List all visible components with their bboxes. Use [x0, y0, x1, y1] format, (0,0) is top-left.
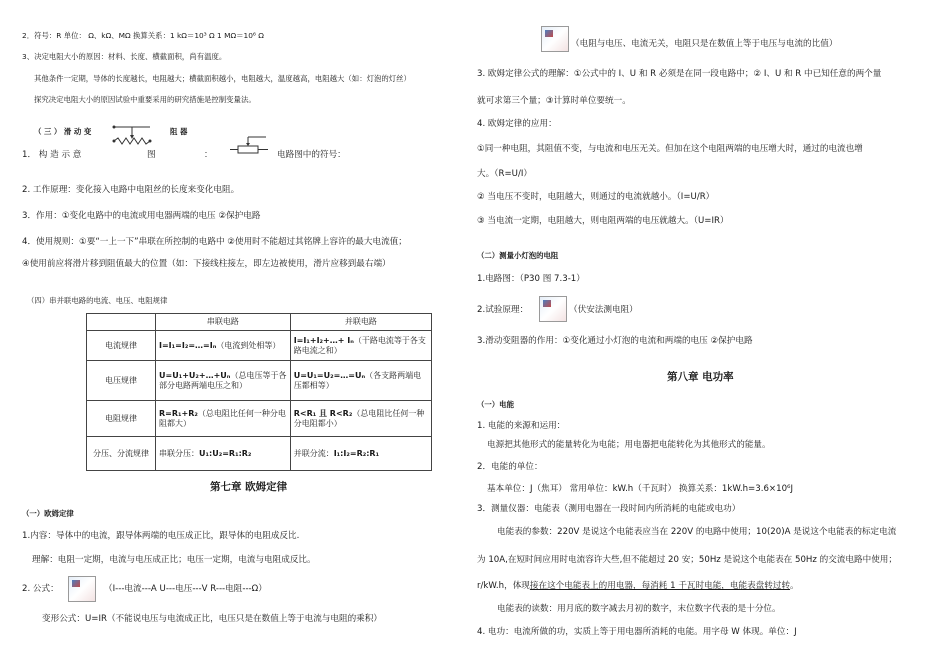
parallel-cell: 并联分流：I₁:I₂=R₂:R₁ [290, 437, 431, 471]
series-parallel-section-title: （四）串并联电路的电流、电压、电阻规律 [27, 296, 168, 305]
rheostat-role-in-experiment: 3.滑动变阻器的作用：①变化通过小灯泡的电流和两端的电压 ②保护电路 [477, 336, 753, 346]
series-cell: R=R₁+R₂（总电阻比任何一种分电阻都大） [156, 401, 291, 437]
rheostat-figure-label: 图 [147, 150, 156, 160]
table-header-row [87, 314, 432, 331]
measure-principle-method: （伏安法测电阻） [569, 305, 638, 315]
series-cell: U=U₁+U₂+…+Uₙ（总电压等于各部分电路两端电压之和） [156, 361, 291, 401]
resistance-factors: 3、决定电阻大小的原因：材料、长度、横截面积，尚有温度。 [22, 52, 227, 61]
rheostat-usage-rule-2: ④使用前应将滑片移到阻值最大的位置（如：下接线柱接左，即左边被使用，滑片应移到最右端） [22, 259, 391, 269]
electric-work-definition: 4. 电功：电流所做的功，实质上等于用电器所消耗的电能。用字母 W 体现。单位：J [477, 627, 797, 637]
rheostat-structure-label: 1． 构 造 示 意 [22, 150, 82, 160]
ohms-law-understanding-2-cont: 就可求第三个量；③计算时单位要统一。 [477, 96, 631, 106]
energy-source-use-title: 1. 电能的来源和运用： [477, 421, 566, 431]
table-row [87, 331, 432, 361]
rheostat-section-title-b: 阻 器 [170, 127, 188, 136]
resistance-factors-detail: 其他条件一定期，导体的长度越长，电阻越大；横截面积越小，电阻越大，温度越高，电阻越大（如：灯泡的灯丝） [34, 74, 411, 83]
ohms-law-understanding: 理解：电阻一定期，电流与电压成正比；电压一定期，电流与电阻成反比。 [32, 555, 316, 565]
rheostat-function: 3．作用：①变化电路中的电流或用电器两端的电压 ②保护电路 [22, 211, 261, 221]
rheostat-principle: 2. 工作原理：变化接入电路中电阻丝的长度来变化电阻。 [22, 185, 240, 195]
measure-principle-label: 2.试验原理： [477, 305, 529, 315]
series-cell: 串联分压：U₁:U₂=R₁:R₂ [156, 437, 291, 471]
ohms-law-understanding-2: 3. 欧姆定律公式的理解：①公式中的 I、U 和 R 必须是在同一段电路中；② I、U 和 R 中已知任意的两个量 [477, 69, 882, 79]
ohms-law-content: 1.内容：导体中的电流，跟导体两端的电压成正比，跟导体的电阻成反比. [22, 531, 300, 541]
chapter-7-title: 第七章 欧姆定律 [210, 481, 288, 493]
measure-principle-image [539, 296, 567, 322]
row-label: 分压、分流规律 [87, 437, 156, 471]
energy-units-title: 2．电能的单位： [477, 462, 543, 472]
application-1: ①同一种电阻，其阻值不变，与电流和电压无关。但加在这个电阻两端的电压增大时，通过的电流也增 [477, 144, 863, 154]
energy-meter-params-cont: 为 10A,在短时间应用时电流容许大些,但不能超过 20 安；50Hz 是说这个电能表在 50Hz 的交流电路中使用； [477, 555, 897, 565]
table-row [87, 361, 432, 401]
rheostat-section-title-a: （ 三 ） 滑 动 变 [34, 127, 92, 136]
table-header-cell: 串联电路 [156, 314, 291, 331]
energy-units: 基本单位：J（焦耳） 常用单位：kW.h（千瓦时） 换算关系：1kW.h=3.6×10⁶J [487, 484, 794, 494]
application-1-cont: 大。（R=U/I） [477, 169, 532, 179]
ohms-law-subtitle: （一）欧姆定律 [22, 509, 74, 518]
row-label: 电压规律 [87, 361, 156, 401]
electric-energy-subtitle: （一）电能 [477, 400, 514, 409]
measure-circuit-diagram: 1.电路图：（P30 图 7.3-1） [477, 274, 585, 284]
ohms-law-derived-formula: 变形公式：U=IR（不能说电压与电流成正比，电压只是在数值上等于电流与电阻的乘积） [42, 614, 382, 624]
series-cell: I=I₁=I₂=…=Iₙ（电流到处相等） [156, 331, 291, 361]
resistance-formula-image [541, 26, 569, 52]
ohms-law-formula-image [68, 576, 96, 602]
rheostat-colon: ： [204, 150, 213, 160]
table-row [87, 437, 432, 471]
ohms-law-formula-label: 2. 公式： [22, 584, 59, 594]
application-3: ③ 当电流一定期，电阻越大，则电阻两端的电压就越大。（U=IR） [477, 216, 729, 226]
ohms-law-formula-units: （I---电流---A U---电压---V R---电阻---Ω） [104, 584, 267, 594]
table-header-cell: 并联电路 [290, 314, 431, 331]
parallel-cell: R<R₁ 且 R<R₂（总电阻比任何一种分电阻都小） [290, 401, 431, 437]
parallel-cell: I=I₁+I₂+…+ Iₙ（干路电流等于各支路电流之和） [290, 331, 431, 361]
energy-conversion: 电源把其他形式的能量转化为电能；用电器把电能转化为其他形式的能量。 [487, 440, 771, 450]
energy-meter-title: 3．测量仪器：电能表（测用电器在一段时间内所消耗的电能或电功） [477, 504, 741, 514]
series-parallel-table [86, 313, 432, 471]
circuit-symbol-label: 电路图中的符号： [277, 150, 346, 160]
table-header-cell [87, 314, 156, 331]
row-label: 电流规律 [87, 331, 156, 361]
rheostat-usage-rule-1: 4．使用规则：①要“一上一下”串联在所控制的电路中 ②使用时不能超过其铭牌上容许的最大电流值； [22, 237, 407, 247]
chapter-8-title: 第八章 电功率 [667, 371, 734, 383]
ohms-law-application-title: 4. 欧姆定律的应用： [477, 119, 557, 129]
parallel-cell: U=U₁=U₂=…=Uₙ（各支路两端电压都相等） [290, 361, 431, 401]
table-row [87, 401, 432, 437]
control-variable-method: 探究决定电阻大小的原因试验中重要采用的研究措施是控制变量法。 [34, 95, 256, 104]
application-2: ② 当电压不变时，电阻越大，则通过的电流就越小。（I=U/R） [477, 192, 715, 202]
energy-meter-params: 电能表的参数：220V 是说这个电能表应当在 220V 的电路中使用；10(20)A 是说这个电能表的标定电流 [497, 527, 897, 537]
energy-meter-revolutions: r/kW.h，体现接在这个电能表上的用电器，每消耗 1 千瓦时电能，电能表盘转过转。 [477, 581, 799, 591]
row-label: 电阻规律 [87, 401, 156, 437]
energy-meter-reading: 电能表的读数：用月底的数字减去月初的数字，末位数字代表的是十分位。 [497, 604, 781, 614]
resistance-note: （电阻与电压、电流无关，电阻只是在数值上等于电压与电流的比值） [571, 39, 838, 49]
measure-bulb-resistance-title: （二）测量小灯泡的电阻 [477, 251, 559, 260]
resistance-symbol-units: 2．符号：R 单位： Ω、kΩ、MΩ 换算关系：1 kΩ＝10³ Ω 1 MΩ＝10⁶ Ω [22, 31, 264, 40]
rheostat-circuit-symbol-icon [230, 134, 274, 160]
